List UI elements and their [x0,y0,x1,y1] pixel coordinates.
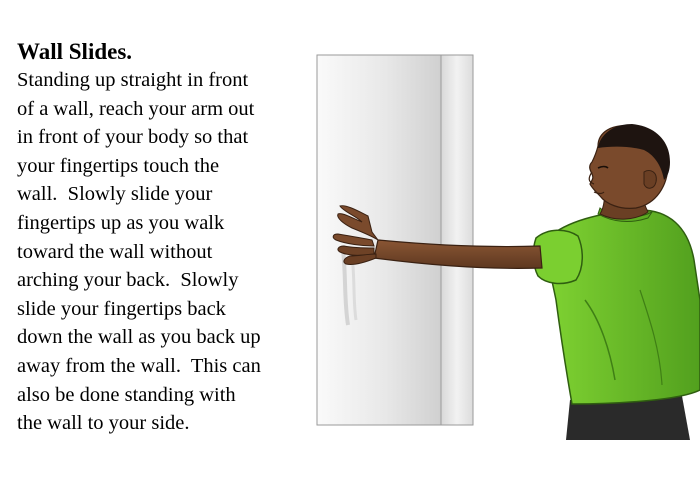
description-line: wall. Slowly slide your [17,183,213,206]
exercise-title: Wall Slides. [17,39,133,64]
head [589,124,670,208]
description-line: Standing up straight in front [17,69,249,91]
description-line: down the wall as you back up [17,326,261,349]
description-line: also be done standing with [17,383,236,406]
description-line: slide your fingertips back [17,297,226,320]
description-line: the wall to your side. [17,412,190,435]
description-line: toward the wall without [17,240,213,263]
description-line: of a wall, reach your arm out [17,97,255,120]
exercise-description [17,66,313,438]
description-line: arching your back. Slowly [17,269,239,292]
description-line: in front of your body so that [17,126,249,149]
description-line: away from the wall. This can [17,354,261,377]
description-line: your fingertips touch the [17,154,220,177]
description-line: fingertips up as you walk [17,211,225,234]
wall-slide-illustration [300,40,700,440]
exercise-text-block [17,38,313,438]
